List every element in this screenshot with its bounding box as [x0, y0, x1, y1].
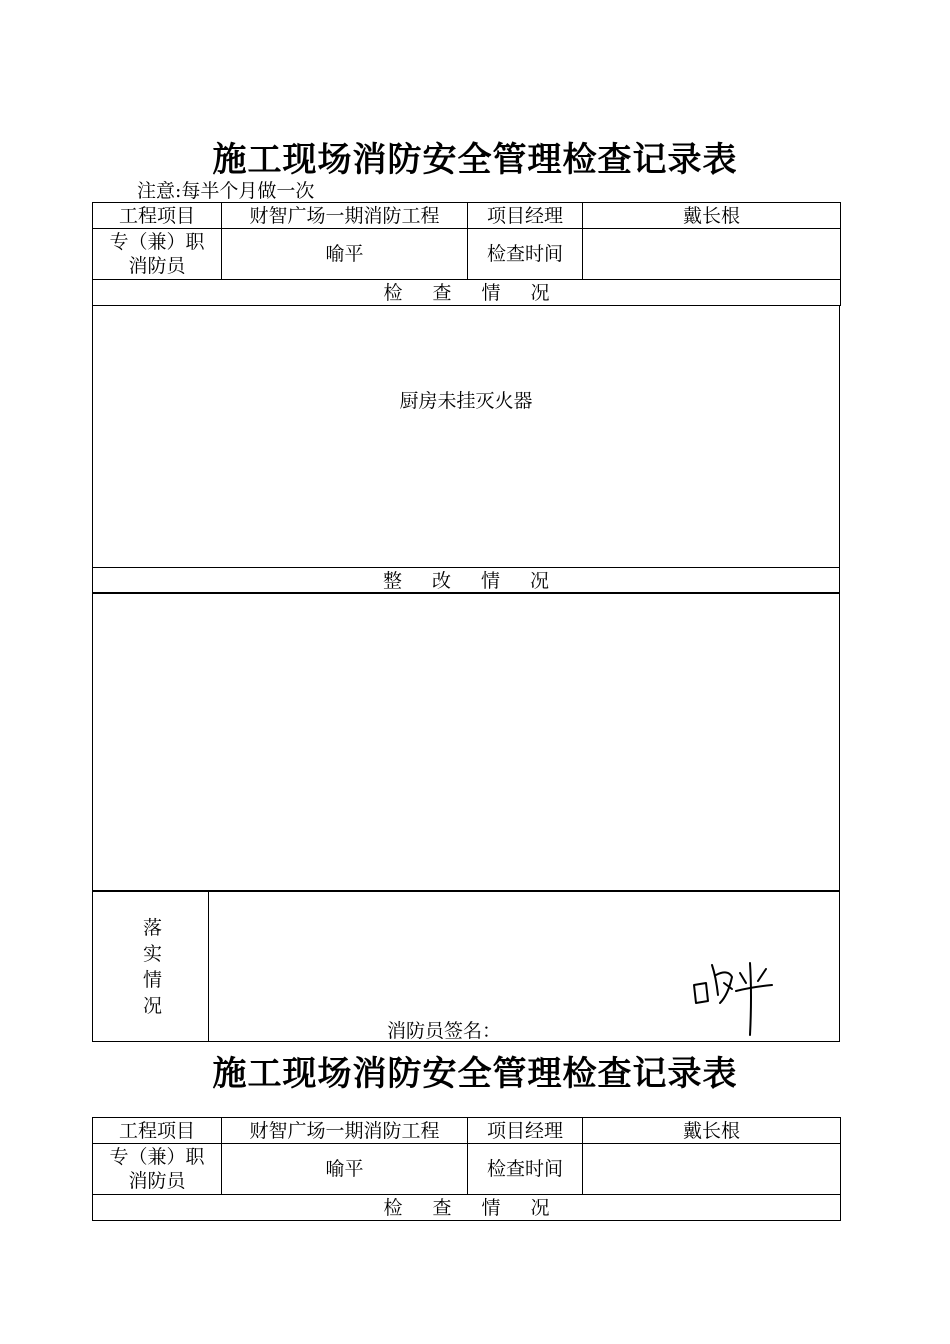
- handwritten-signature: [688, 955, 788, 1040]
- inspection-text: 厨房未挂灭火器: [399, 390, 533, 412]
- form1-title: 施工现场消防安全管理检查记录表: [212, 140, 738, 180]
- check-time-value[interactable]: [583, 1144, 841, 1195]
- officer-label: 专（兼）职消防员: [93, 1144, 222, 1195]
- form2-header-table: [92, 1117, 841, 1221]
- project-value: 财智广场一期消防工程: [222, 1118, 468, 1144]
- project-value: 财智广场一期消防工程: [222, 203, 468, 229]
- rectification-header-table: [92, 567, 840, 594]
- check-time-label: 检查时间: [468, 1144, 583, 1195]
- officer-value: 喻平: [222, 1144, 468, 1195]
- rectification-box: [92, 592, 840, 892]
- manager-value: 戴长根: [583, 1118, 841, 1144]
- inspection-header: 检查情况: [93, 1195, 841, 1221]
- officer-value: 喻平: [222, 229, 468, 280]
- officer-label: 专（兼）职消防员: [93, 229, 222, 280]
- rectification-header: 整改情况: [93, 568, 840, 594]
- inspection-header: 检查情况: [93, 280, 841, 306]
- manager-label: 项目经理: [468, 1118, 583, 1144]
- manager-label: 项目经理: [468, 203, 583, 229]
- implementation-label: 落实情况: [143, 917, 163, 1017]
- project-label: 工程项目: [93, 1118, 222, 1144]
- form2-title: 施工现场消防安全管理检查记录表: [212, 1054, 738, 1094]
- manager-value: 戴长根: [583, 203, 841, 229]
- signature-label: 消防员签名：: [387, 1020, 502, 1042]
- form1-note: 注意:每半个月做一次: [137, 180, 315, 202]
- check-time-label: 检查时间: [468, 229, 583, 280]
- check-time-value[interactable]: [583, 229, 841, 280]
- inspection-box: [92, 305, 840, 568]
- project-label: 工程项目: [93, 203, 222, 229]
- form1-header-table: [92, 202, 841, 306]
